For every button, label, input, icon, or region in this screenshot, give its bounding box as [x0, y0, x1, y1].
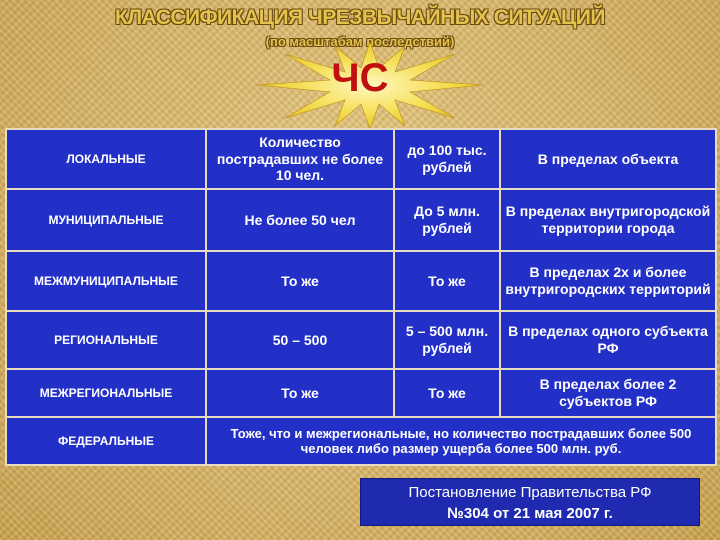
zone-cell: В пределах объекта [500, 129, 716, 189]
victims-cell: 50 – 500 [206, 311, 394, 369]
classification-table [5, 128, 715, 464]
zone-cell: В пределах внутригородской территории города [500, 189, 716, 251]
damage-cell: То же [394, 369, 500, 417]
level-cell: ФЕДЕРАЛЬНЫЕ [6, 417, 206, 465]
damage-cell: До 5 млн. рублей [394, 189, 500, 251]
victims-cell: Количество пострадавших не более 10 чел. [206, 129, 394, 189]
victims-cell: То же [206, 251, 394, 311]
table-row [6, 369, 716, 417]
level-cell: РЕГИОНАЛЬНЫЕ [6, 311, 206, 369]
level-cell: МУНИЦИПАЛЬНЫЕ [6, 189, 206, 251]
table-row [6, 311, 716, 369]
level-cell: МЕЖРЕГИОНАЛЬНЫЕ [6, 369, 206, 417]
zone-cell: В пределах более 2 субъектов РФ [500, 369, 716, 417]
slide-title: КЛАССИФИКАЦИЯ ЧРЕЗВЫЧАЙНЫХ СИТУАЦИЙ [115, 6, 605, 29]
federal-description-cell: Тоже, что и межрегиональные, но количество пострадавших более 500 человек либо размер ущерба более 500 млн. руб. [206, 417, 716, 465]
footnote-line-1: Постановление Правительства РФ [408, 484, 652, 501]
level-cell: ЛОКАЛЬНЫЕ [6, 129, 206, 189]
table-row [6, 417, 716, 465]
footnote-box [360, 478, 700, 526]
level-cell: МЕЖМУНИЦИПАЛЬНЫЕ [6, 251, 206, 311]
victims-cell: То же [206, 369, 394, 417]
damage-cell: до 100 тыс. рублей [394, 129, 500, 189]
emergency-badge: ЧС [331, 56, 389, 100]
zone-cell: В пределах одного субъекта РФ [500, 311, 716, 369]
zone-cell: В пределах 2х и более внутригородских территорий [500, 251, 716, 311]
damage-cell: То же [394, 251, 500, 311]
damage-cell: 5 – 500 млн. рублей [394, 311, 500, 369]
slide-subtitle: (по масштабам последствий) [265, 34, 455, 49]
table-row [6, 189, 716, 251]
table-row [6, 251, 716, 311]
table-row [6, 129, 716, 189]
victims-cell: Не более 50 чел [206, 189, 394, 251]
footnote-line-2: №304 от 21 мая 2007 г. [447, 505, 613, 522]
